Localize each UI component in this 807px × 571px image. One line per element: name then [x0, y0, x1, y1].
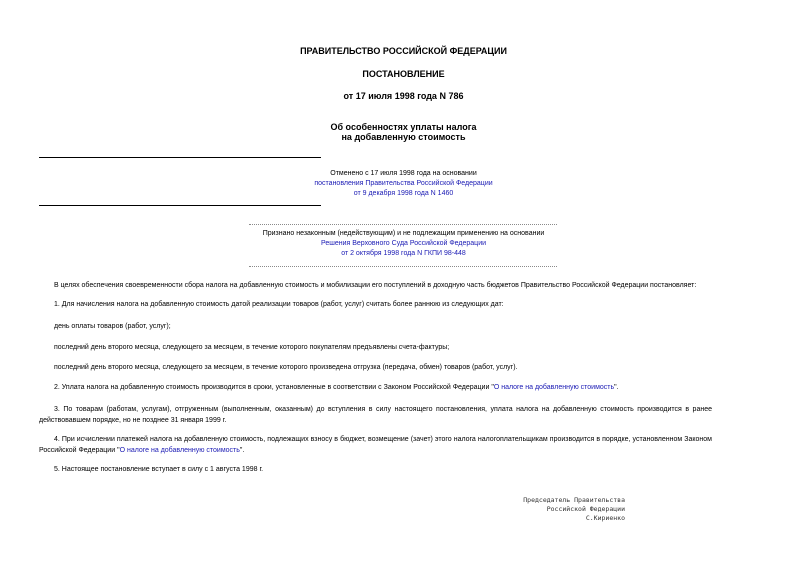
- paragraph-2-text: 2. Уплата налога на добавленную стоимость производится в сроки, установленные в соответствии с Законом Российской Федерации ": [54, 384, 494, 391]
- signature-position: Председатель Правительства: [523, 496, 625, 504]
- document-type: ПОСТАНОВЛЕНИЕ: [362, 69, 445, 79]
- court-note-top-rule: [249, 224, 557, 225]
- document-title-line-1: Об особенностях уплаты налога: [330, 122, 477, 132]
- court-note-link-line-1[interactable]: Решения Верховного Суда Российской Федерации: [320, 240, 487, 247]
- signature-country: Российской Федерации: [546, 505, 625, 513]
- cancel-note-link-line-2[interactable]: от 9 декабря 1998 года N 1460: [353, 190, 454, 197]
- paragraph-1-item-c: последний день второго месяца, следующего за месяцем, в течение которого произведена отгрузка (передача, обмен) товаров (работ, услуг).: [54, 364, 518, 371]
- cancel-note-link-line-1[interactable]: постановления Правительства Российской Федерации: [314, 180, 493, 187]
- paragraph-4-end: ".: [239, 447, 245, 454]
- paragraph-2-end: ".: [614, 384, 619, 391]
- signature-name: С.Кириенко: [585, 514, 625, 522]
- cancel-note-link[interactable]: [0, 179, 807, 189]
- paragraph-1-item-a: день оплаты товаров (работ, услуг);: [54, 323, 171, 330]
- court-note-text: Признано незаконным (недействующим) и не подлежащим применению на основании: [262, 230, 545, 237]
- cancel-note-link-2[interactable]: [0, 189, 807, 199]
- court-note-bottom-rule: [249, 266, 557, 267]
- paragraph-3: 3. По товарам (работам, услугам), отгруженным (выполненным, оказанным) до вступления в силу настоящего постановления, уплата налога на добавленную стоимость производится в ранее действовавшем порядке, но не позднее 31 января 1999 г.: [39, 406, 712, 424]
- document-date-number: от 17 июля 1998 года N 786: [343, 91, 464, 101]
- law-vat-link[interactable]: О налоге на добавленную стоимость: [119, 447, 240, 454]
- paragraph-1: 1. Для начисления налога на добавленную стоимость датой реализации товаров (работ, услуг) считать более раннюю из следующих дат:: [54, 301, 504, 308]
- law-vat-link[interactable]: О налоге на добавленную стоимость: [493, 384, 615, 391]
- court-note-link-line-2[interactable]: от 2 октября 1998 года N ГКПИ 98-448: [341, 250, 466, 257]
- paragraph-2: [39, 382, 712, 393]
- paragraph-1-item-b: последний день второго месяца, следующего за месяцем, в течение которого покупателям предъявлены счета-фактуры;: [54, 344, 450, 351]
- cancel-note-text: Отменено с 17 июля 1998 года на основании: [330, 170, 477, 177]
- court-note-link-2[interactable]: [0, 249, 807, 259]
- court-note-link[interactable]: [0, 239, 807, 249]
- document-title-line-2: на добавленную стоимость: [341, 132, 466, 142]
- issuing-authority: ПРАВИТЕЛЬСТВО РОССИЙСКОЙ ФЕДЕРАЦИИ: [300, 46, 507, 56]
- intro-paragraph: В целях обеспечения своевременности сбора налога на добавленную стоимость и мобилизации его поступлений в доходную часть бюджетов Правительство Российской Федерации постановляет:: [54, 282, 697, 289]
- paragraph-5: 5. Настоящее постановление вступает в силу с 1 августа 1998 г.: [54, 466, 264, 473]
- separator-rule: [39, 157, 321, 158]
- separator-rule: [39, 205, 321, 206]
- paragraph-4: [39, 434, 712, 456]
- paragraph-4-text: 4. При исчислении платежей налога на добавленную стоимость, подлежащих взносу в бюджет, возмещение (зачет) этого налога налогоплательщикам производится в порядке, установленном Законом Российской Федерации ": [39, 436, 712, 454]
